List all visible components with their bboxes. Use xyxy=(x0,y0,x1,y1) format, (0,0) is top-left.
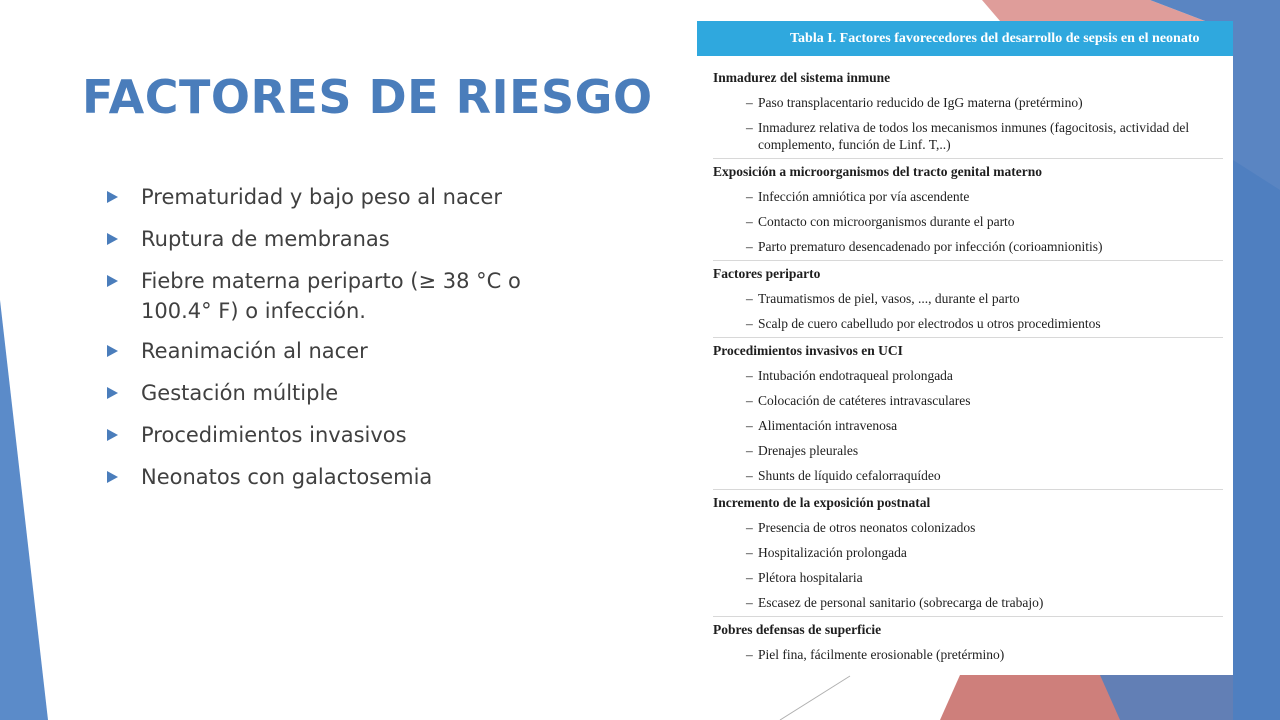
row-text: Piel fina, fácilmente erosionable (pretérmino) xyxy=(758,647,1005,662)
row-text: Colocación de catéteres intravasculares xyxy=(758,393,971,408)
list-item xyxy=(106,182,556,212)
row-text: Presencia de otros neonatos colonizados xyxy=(758,520,976,535)
triangle-bullet-icon xyxy=(107,471,118,483)
list-item-text: Procedimientos invasivos xyxy=(141,423,407,447)
table-row: – Inmadurez relativa de todos los mecanismos inmunes (fagocitosis, actividad del complemento, función de Linf. T,..) xyxy=(713,115,1223,157)
row-text: Escasez de personal sanitario (sobrecarga de trabajo) xyxy=(758,595,1044,610)
section-heading: Incremento de la exposición postnatal xyxy=(713,495,931,510)
triangle-bullet-icon xyxy=(107,191,118,203)
section-heading: Pobres defensas de superficie xyxy=(713,622,882,637)
thin-decor-line xyxy=(780,676,850,720)
table-row: – Shunts de líquido cefalorraquídeo xyxy=(713,463,1223,488)
list-item-text: Prematuridad y bajo peso al nacer xyxy=(141,185,502,209)
triangle-bullet-icon xyxy=(107,345,118,357)
list-item xyxy=(106,336,556,366)
table-row: – Paso transplacentario reducido de IgG materna (pretérmino) xyxy=(713,90,1223,115)
right-blue-band xyxy=(1233,160,1280,720)
triangle-bullet-icon xyxy=(107,275,118,287)
table-row: – Piel fina, fácilmente erosionable (pretérmino) xyxy=(713,642,1223,667)
slide-title: FACTORES DE RIESGO xyxy=(82,70,653,124)
row-text: Traumatismos de piel, vasos, ..., durante el parto xyxy=(758,291,1020,306)
table-row: – Scalp de cuero cabelludo por electrodos u otros procedimientos xyxy=(713,311,1223,336)
section-heading: Procedimientos invasivos en UCI xyxy=(713,343,903,358)
list-item-text: Neonatos con galactosemia xyxy=(141,465,433,489)
table-row: – Escasez de personal sanitario (sobrecarga de trabajo) xyxy=(713,590,1223,615)
table-row: – Intubación endotraqueal prolongada xyxy=(713,363,1223,388)
row-text: Plétora hospitalaria xyxy=(758,570,863,585)
table-row: – Hospitalización prolongada xyxy=(713,540,1223,565)
list-item xyxy=(106,378,556,408)
list-item-text: Fiebre materna periparto (≥ 38 °C o 100.4° F) o infección. xyxy=(141,269,521,323)
list-item-text: Reanimación al nacer xyxy=(141,339,368,363)
row-text: Paso transplacentario reducido de IgG materna (pretérmino) xyxy=(758,95,1083,110)
table-row: – Alimentación intravenosa xyxy=(713,413,1223,438)
table-row: – Plétora hospitalaria xyxy=(713,565,1223,590)
table-body xyxy=(697,56,1233,667)
section-heading: Inmadurez del sistema inmune xyxy=(713,70,891,85)
row-text: Scalp de cuero cabelludo por electrodos u otros procedimientos xyxy=(758,316,1101,331)
section-heading: Exposición a microorganismos del tracto genital materno xyxy=(713,164,1042,179)
row-text: Infección amniótica por vía ascendente xyxy=(758,189,970,204)
row-text: Intubación endotraqueal prolongada xyxy=(758,368,953,383)
table-row: – Traumatismos de piel, vasos, ..., durante el parto xyxy=(713,286,1223,311)
list-item xyxy=(106,420,556,450)
row-text: Drenajes pleurales xyxy=(758,443,859,458)
list-item xyxy=(106,266,556,326)
triangle-bullet-icon xyxy=(107,233,118,245)
table-row: – Presencia de otros neonatos colonizados xyxy=(713,515,1223,540)
table-row: – Parto prematuro desencadenado por infección (corioamnionitis) xyxy=(713,234,1223,259)
list-item-text: Ruptura de membranas xyxy=(141,227,390,251)
section-heading: Factores periparto xyxy=(713,266,821,281)
triangle-bullet-icon xyxy=(107,429,118,441)
list-item xyxy=(106,462,556,492)
row-text: Shunts de líquido cefalorraquídeo xyxy=(758,468,941,483)
table-row: – Colocación de catéteres intravasculares xyxy=(713,388,1223,413)
row-text: Parto prematuro desencadenado por infección (corioamnionitis) xyxy=(758,239,1103,254)
sepsis-factors-table xyxy=(697,21,1233,675)
table-row: – Drenajes pleurales xyxy=(713,438,1223,463)
row-text: Contacto con microorganismos durante el parto xyxy=(758,214,1015,229)
row-text: Inmadurez relativa de todos los mecanismos inmunes (fagocitosis, actividad del complemento, función de Linf. T,..) xyxy=(758,120,1190,152)
list-item-text: Gestación múltiple xyxy=(141,381,339,405)
table-row: – Contacto con microorganismos durante el parto xyxy=(713,209,1223,234)
triangle-bullet-icon xyxy=(107,387,118,399)
row-text: Hospitalización prolongada xyxy=(758,545,907,560)
table-title: Tabla I. Factores favorecedores del desarrollo de sepsis en el neonato xyxy=(697,21,1233,56)
table-row: – Infección amniótica por vía ascendente xyxy=(713,184,1223,209)
row-text: Alimentación intravenosa xyxy=(758,418,898,433)
list-item xyxy=(106,224,556,254)
risk-factor-list xyxy=(106,182,556,504)
left-blue-band xyxy=(0,300,48,720)
